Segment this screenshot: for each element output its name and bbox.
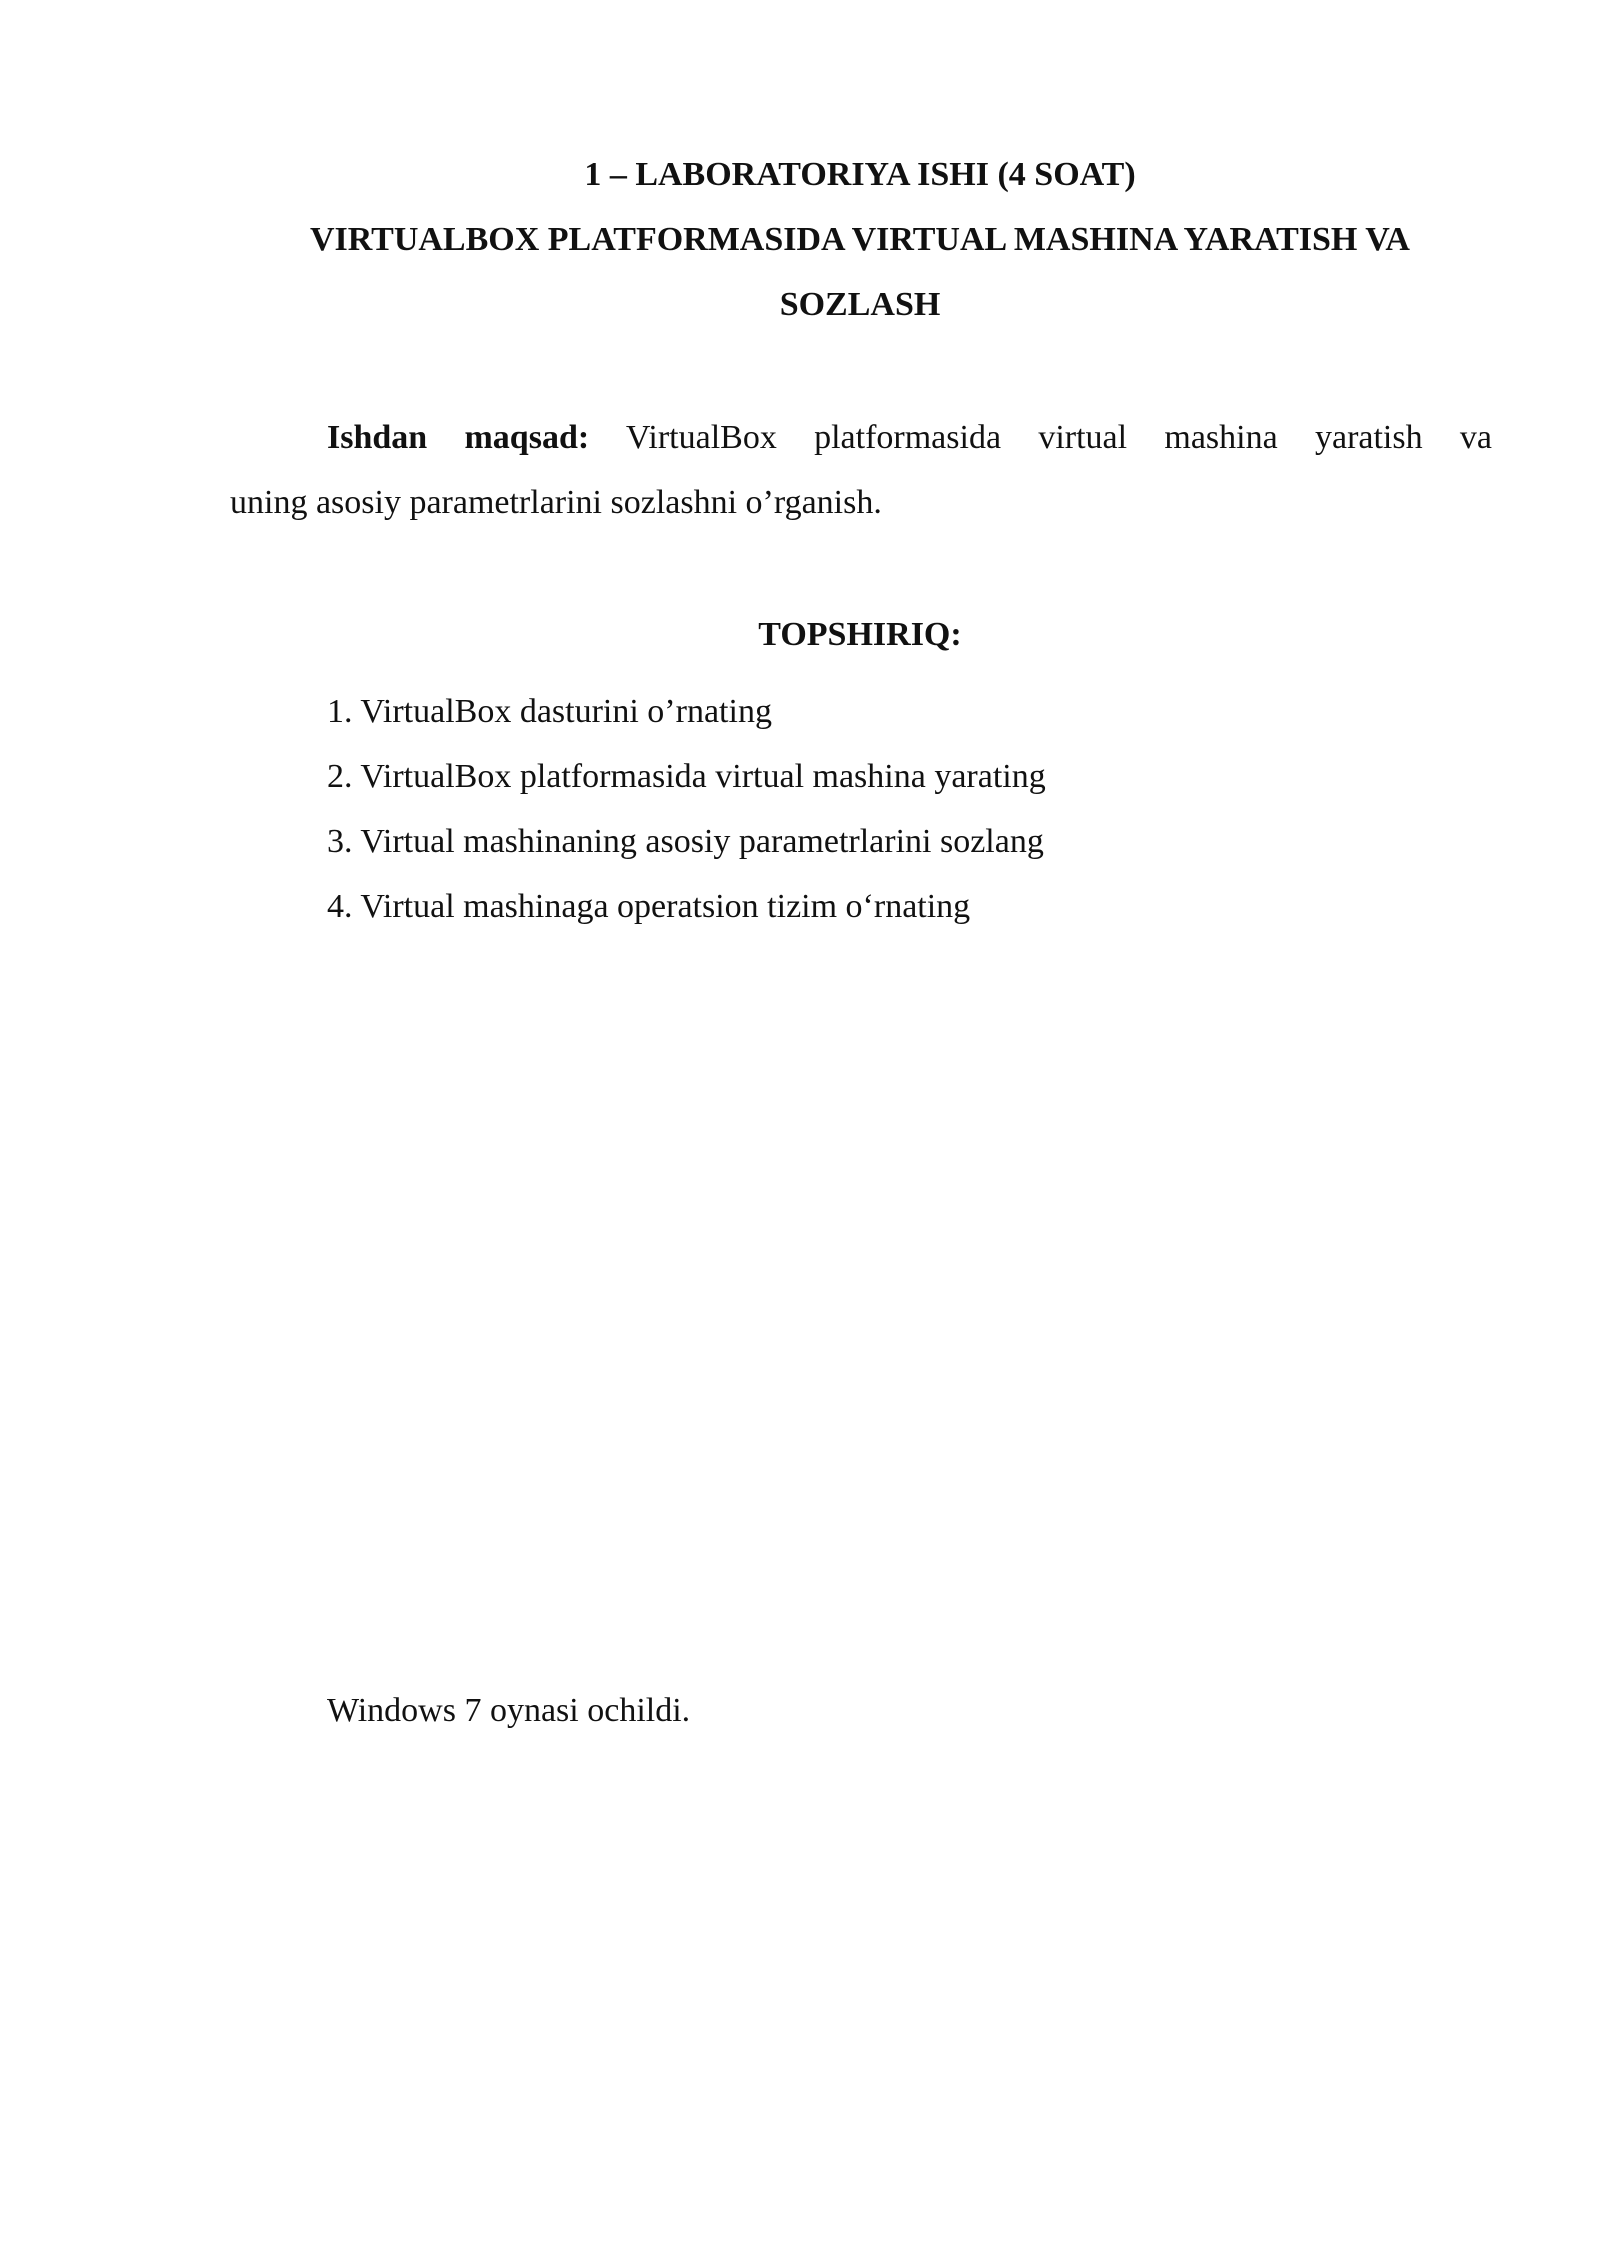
- task-item: 2. VirtualBox platformasida virtual mashina yarating: [327, 758, 1046, 795]
- goal-label: Ishdan maqsad:: [327, 419, 590, 456]
- goal-text-line2: uning asosiy parametrlarini sozlashni o’rganish.: [230, 484, 882, 521]
- goal-paragraph-line1: [327, 417, 1492, 459]
- task-item: 3. Virtual mashinaning asosiy parametrlarini sozlang: [327, 823, 1044, 860]
- task-list: [327, 679, 1046, 939]
- goal-text-line1: VirtualBox platformasida virtual mashina yaratish va: [625, 419, 1492, 456]
- lab-title: 1 – LABORATORIYA ISHI (4 SOAT): [584, 156, 1136, 193]
- task-item: 4. Virtual mashinaga operatsion tizim o‘rnating: [327, 888, 971, 925]
- lab-subtitle-line1: VIRTUALBOX PLATFORMASIDA VIRTUAL MASHINA YARATISH VA: [310, 221, 1410, 258]
- note-text: Windows 7 oynasi ochildi.: [327, 1692, 691, 1729]
- lab-subtitle-line2: SOZLASH: [779, 286, 941, 323]
- task-heading: TOPSHIRIQ:: [758, 616, 962, 653]
- task-item: 1. VirtualBox dasturini o’rnating: [327, 693, 772, 730]
